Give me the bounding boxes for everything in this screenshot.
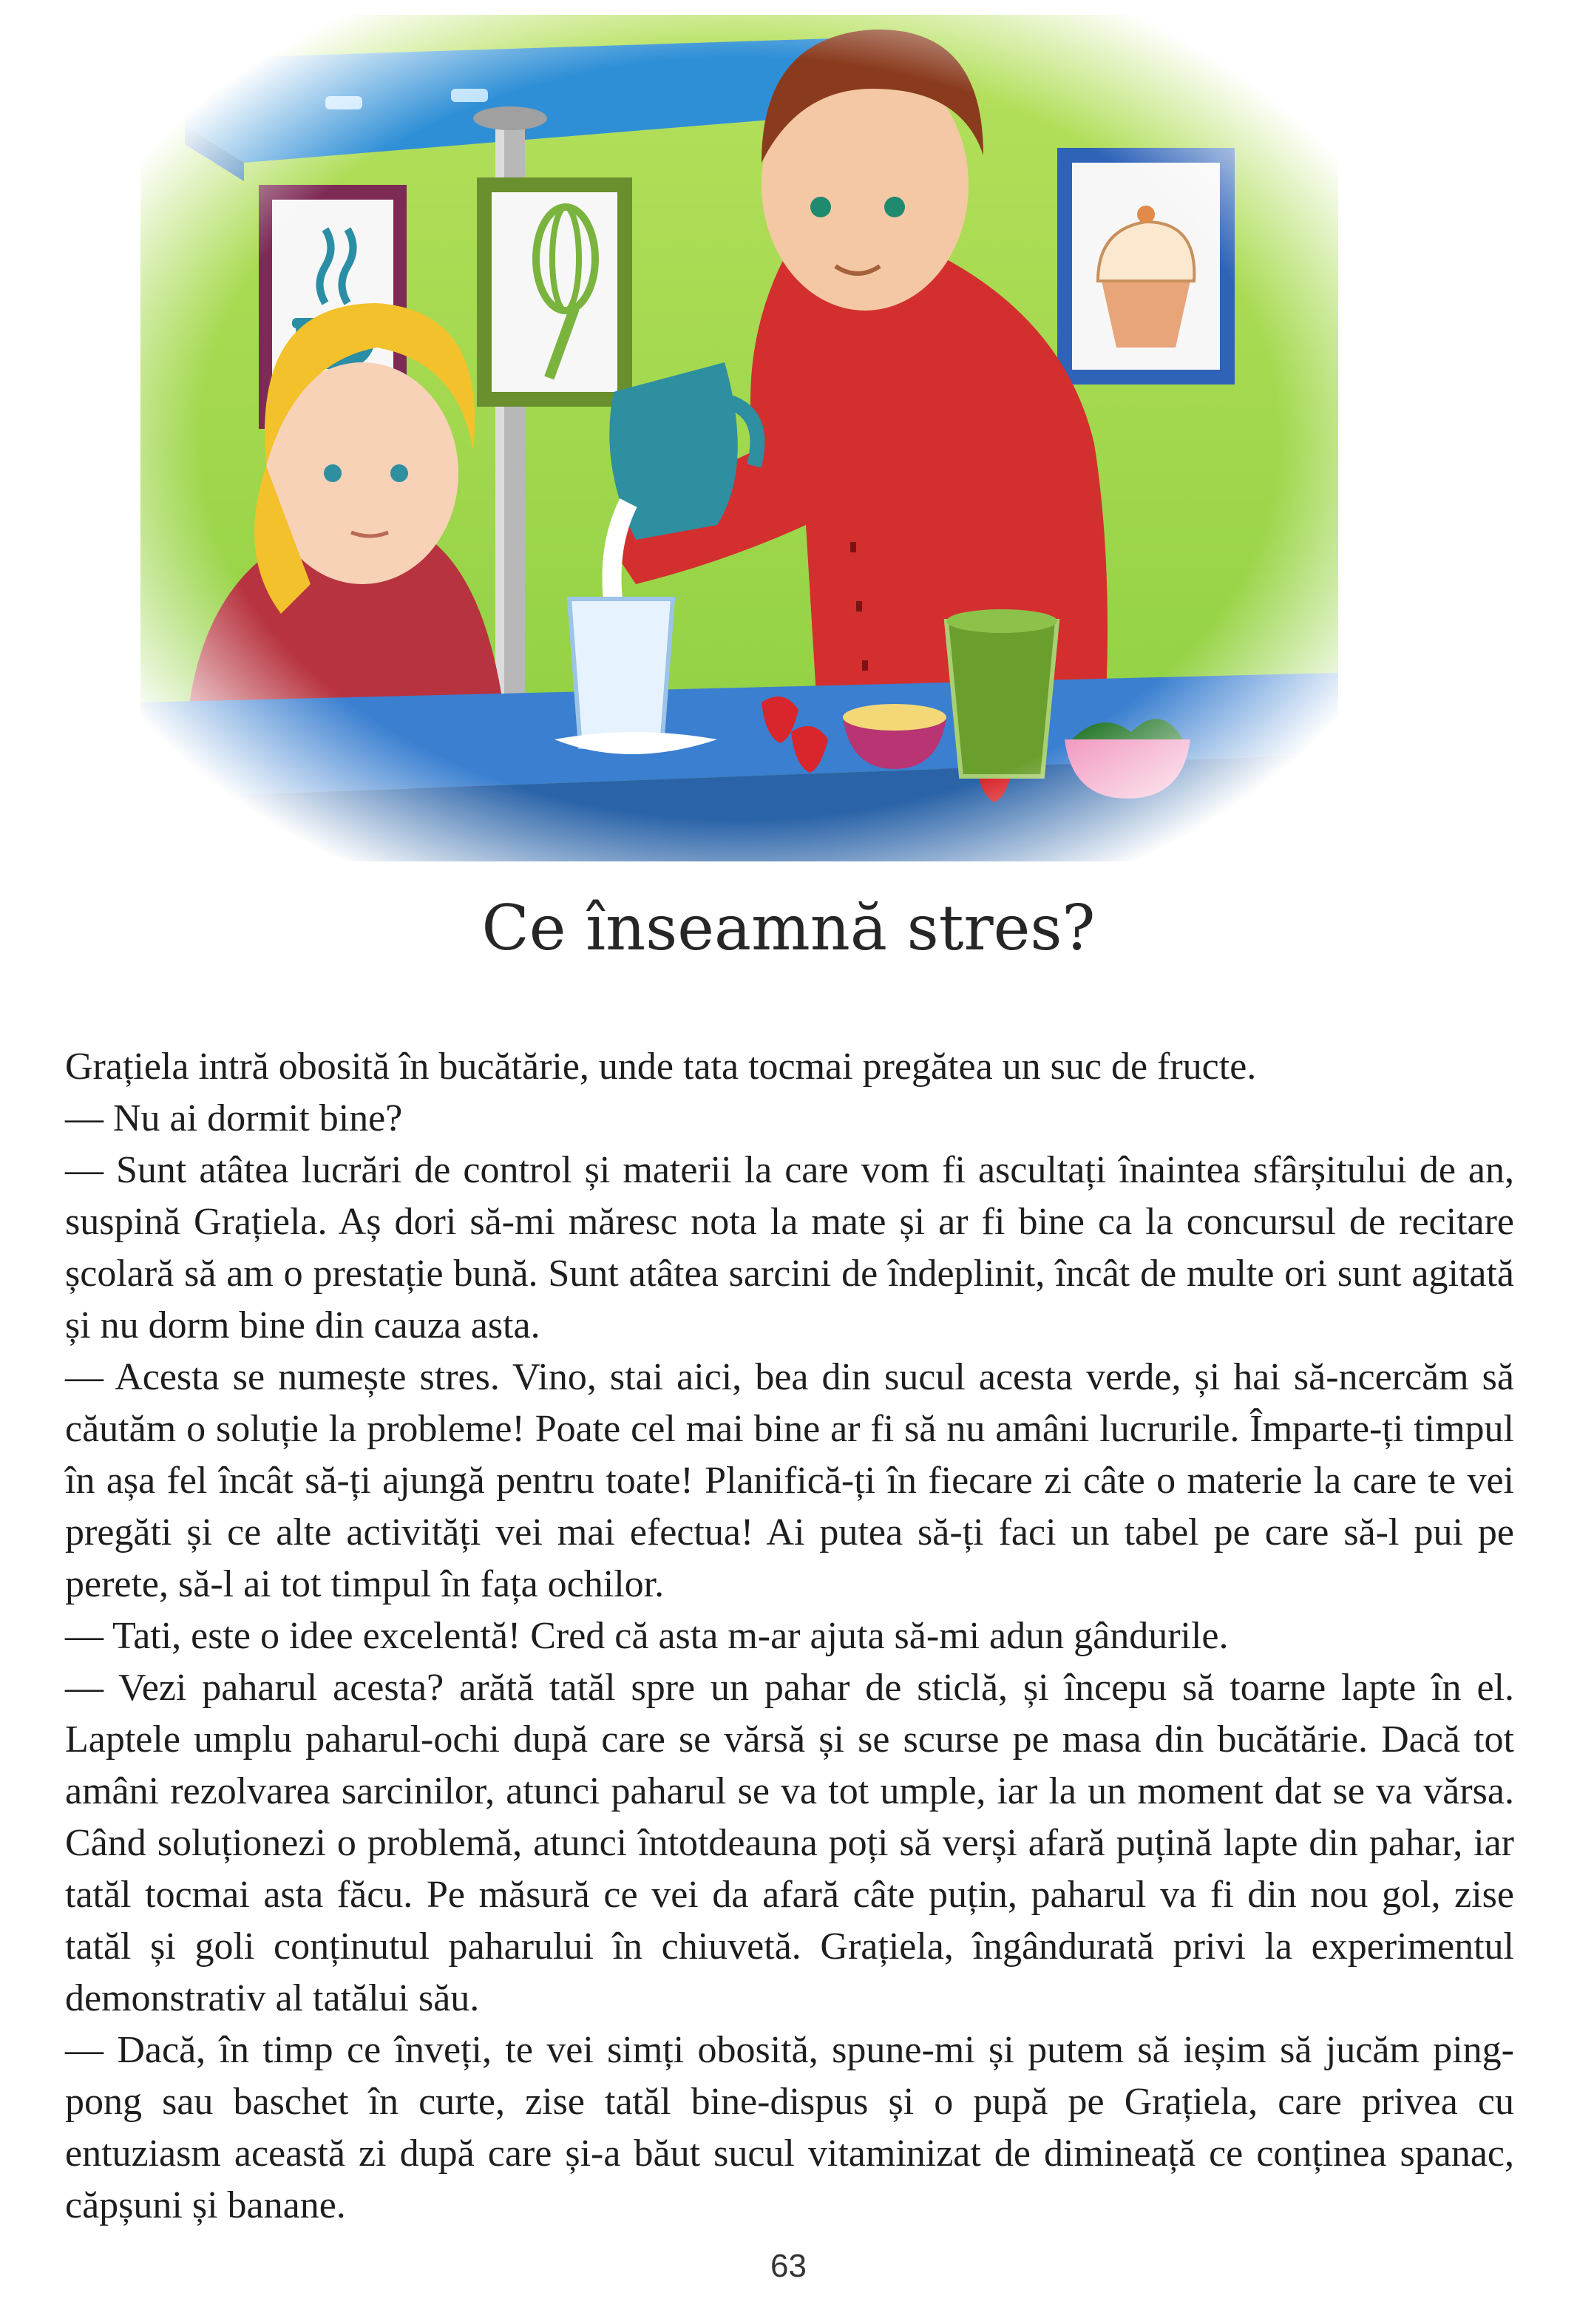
story-paragraph: — Acesta se numește stres. Vino, stai aici, bea din sucul acesta verde, și hai să-ncercăm să căutăm o soluție la probleme! Poate cel mai bine ar fi să nu amâni lucrurile. Împarte-ți timpul în așa fel încât să-ți ajungă pentru toate! Planifică-ți în fiecare zi câte o materie la care te vei pregăti și ce alte activități vei mai efectua! Ai putea să-ți faci un tabel pe care să-l pui pe perete, să-l ai tot timpul în fața ochilor. (65, 1356, 1514, 1605)
kitchen-illustration (140, 15, 1338, 861)
vignette (140, 15, 1338, 861)
page-title: Ce înseamnă stres? (481, 892, 1096, 964)
story-paragraph: — Tati, este o idee excelentă! Cred că asta m-ar ajuta să-mi adun gândurile. (65, 1615, 1229, 1657)
story-paragraph: — Vezi paharul acesta? arătă tatăl spre un pahar de sticlă, și începu să toarne lapte în el. Laptele umplu paharul-ochi după care se vărsă și se scurse pe masa din bucătărie. Dacă tot amâni rezolvarea sarcinilor, atunci paharul se va tot umple, iar la un moment dat se va vărsa. Când soluționezi o problemă, atunci întotdeauna poți să verși afară puțină lapte din pahar, iar tatăl tocmai asta făcu. Pe măsură ce vei da afară câte puțin, paharul va fi din nou gol, zise tatăl și goli conținutul paharului în chiuvetă. Grațiela, îngândurată privi la experimentul demonstrativ al tatălui său. (65, 1667, 1514, 2019)
kitchen-scene (140, 15, 1338, 861)
story-paragraph: — Sunt atâtea lucrări de control și materii la care vom fi ascultați înaintea sfârșitului de an, suspină Grațiela. Aș dori să-mi măresc nota la mate și ar fi bine ca la concursul de recitare școlară să am o prestație bună. Sunt atâtea sarcini de îndeplinit, încât de multe ori sunt agitată și nu dorm bine din cauza asta. (65, 1149, 1514, 1346)
story-paragraph: — Dacă, în timp ce înveți, te vei simți obosită, spune-mi și putem să ieșim să jucăm ping-pong sau baschet în curte, zise tatăl bine-dispus și o pupă pe Grațiela, care privea cu entuziasm această zi după care și-a băut sucul vitaminizat de dimineață ce conținea spanac, căpșuni și banane. (65, 2029, 1514, 2226)
page-number: 63 (770, 2248, 807, 2284)
story-text (65, 1041, 1514, 2232)
story-paragraph: Grațiela intră obosită în bucătărie, unde tata tocmai pregătea un suc de fructe. (65, 1046, 1257, 1088)
story-paragraph: — Nu ai dormit bine? (65, 1097, 403, 1139)
